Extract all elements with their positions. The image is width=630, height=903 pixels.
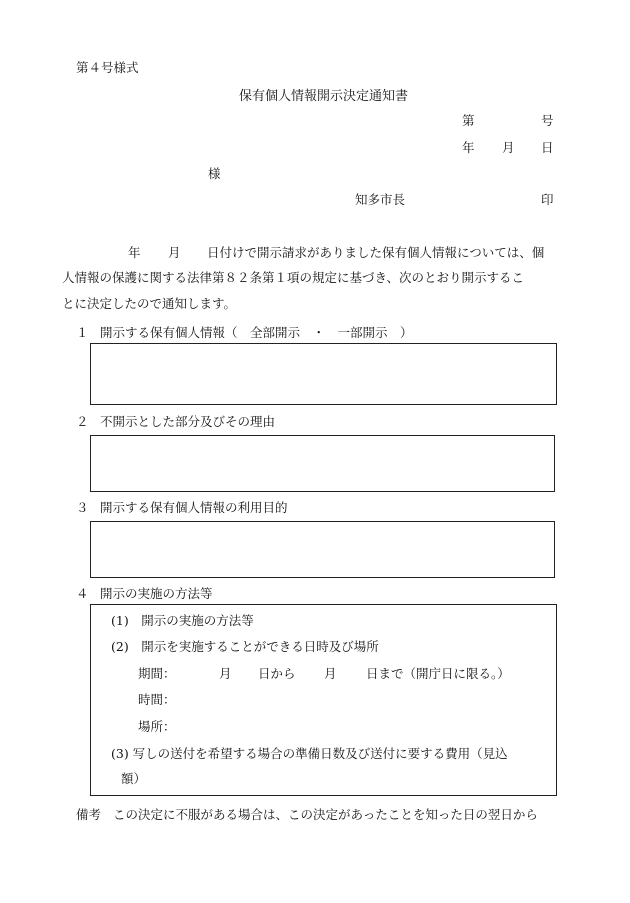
section-1-field[interactable]	[90, 343, 557, 405]
number-suffix: 号	[541, 113, 554, 128]
section-2-label: 不開示とした部分及びその理由	[100, 414, 276, 429]
method-item-3-line-2: 額）	[121, 771, 147, 786]
date-day: 日	[541, 140, 554, 155]
section-3-label: 開示する保有個人情報の利用目的	[100, 500, 288, 515]
place-label: 場所：	[138, 719, 176, 734]
method-item-3-line-1: (3) 写しの送付を希望する場合の準備日数及び送付に要する費用（見込	[111, 746, 508, 761]
date-month: 月	[502, 140, 515, 155]
issuer-name: 知多市長	[355, 192, 406, 207]
remarks-text: この決定に不服がある場合は、この決定があったことを知った日の翌日から	[113, 807, 538, 822]
method-item-2: (2) 開示を実施することができる日時及び場所	[111, 639, 379, 654]
seal-mark: 印	[541, 192, 554, 207]
section-4-label: 開示の実施の方法等	[100, 586, 213, 601]
intro-line-1: 日付けで開示請求がありました保有個人情報については、個	[207, 245, 545, 260]
section-1-label: 開示する保有個人情報（ 全部開示 ・ 一部開示 ）	[100, 325, 413, 340]
addressee-honorific: 様	[208, 166, 221, 181]
time-label: 時間：	[138, 692, 176, 707]
period-from-month: 月	[219, 666, 232, 681]
section-1-number: １	[76, 325, 89, 340]
period-to-month: 月	[324, 666, 337, 681]
section-3-number: ３	[76, 500, 89, 515]
intro-line-3: とに決定したので通知します。	[62, 296, 237, 311]
period-to-day: 日まで（開庁日に限る。）	[366, 666, 510, 681]
number-prefix: 第	[462, 113, 475, 128]
period-from-day: 日から	[258, 666, 296, 681]
section-3-field[interactable]	[90, 521, 555, 578]
section-4-number: ４	[76, 586, 89, 601]
section-2-number: ２	[76, 414, 89, 429]
form-number: 第４号様式	[76, 60, 139, 75]
intro-line-2: 人情報の保護に関する法律第８２条第１項の規定に基づき、次のとおり開示するこ	[62, 270, 525, 285]
section-2-field[interactable]	[90, 435, 555, 492]
intro-year: 年	[128, 245, 141, 260]
date-year: 年	[462, 140, 475, 155]
method-item-1: (1) 開示の実施の方法等	[111, 613, 254, 628]
document-title: 保有個人情報開示決定通知書	[239, 89, 409, 104]
remarks-label: 備考	[76, 807, 102, 822]
period-label: 期間：	[138, 666, 176, 681]
intro-month: 月	[168, 245, 181, 260]
